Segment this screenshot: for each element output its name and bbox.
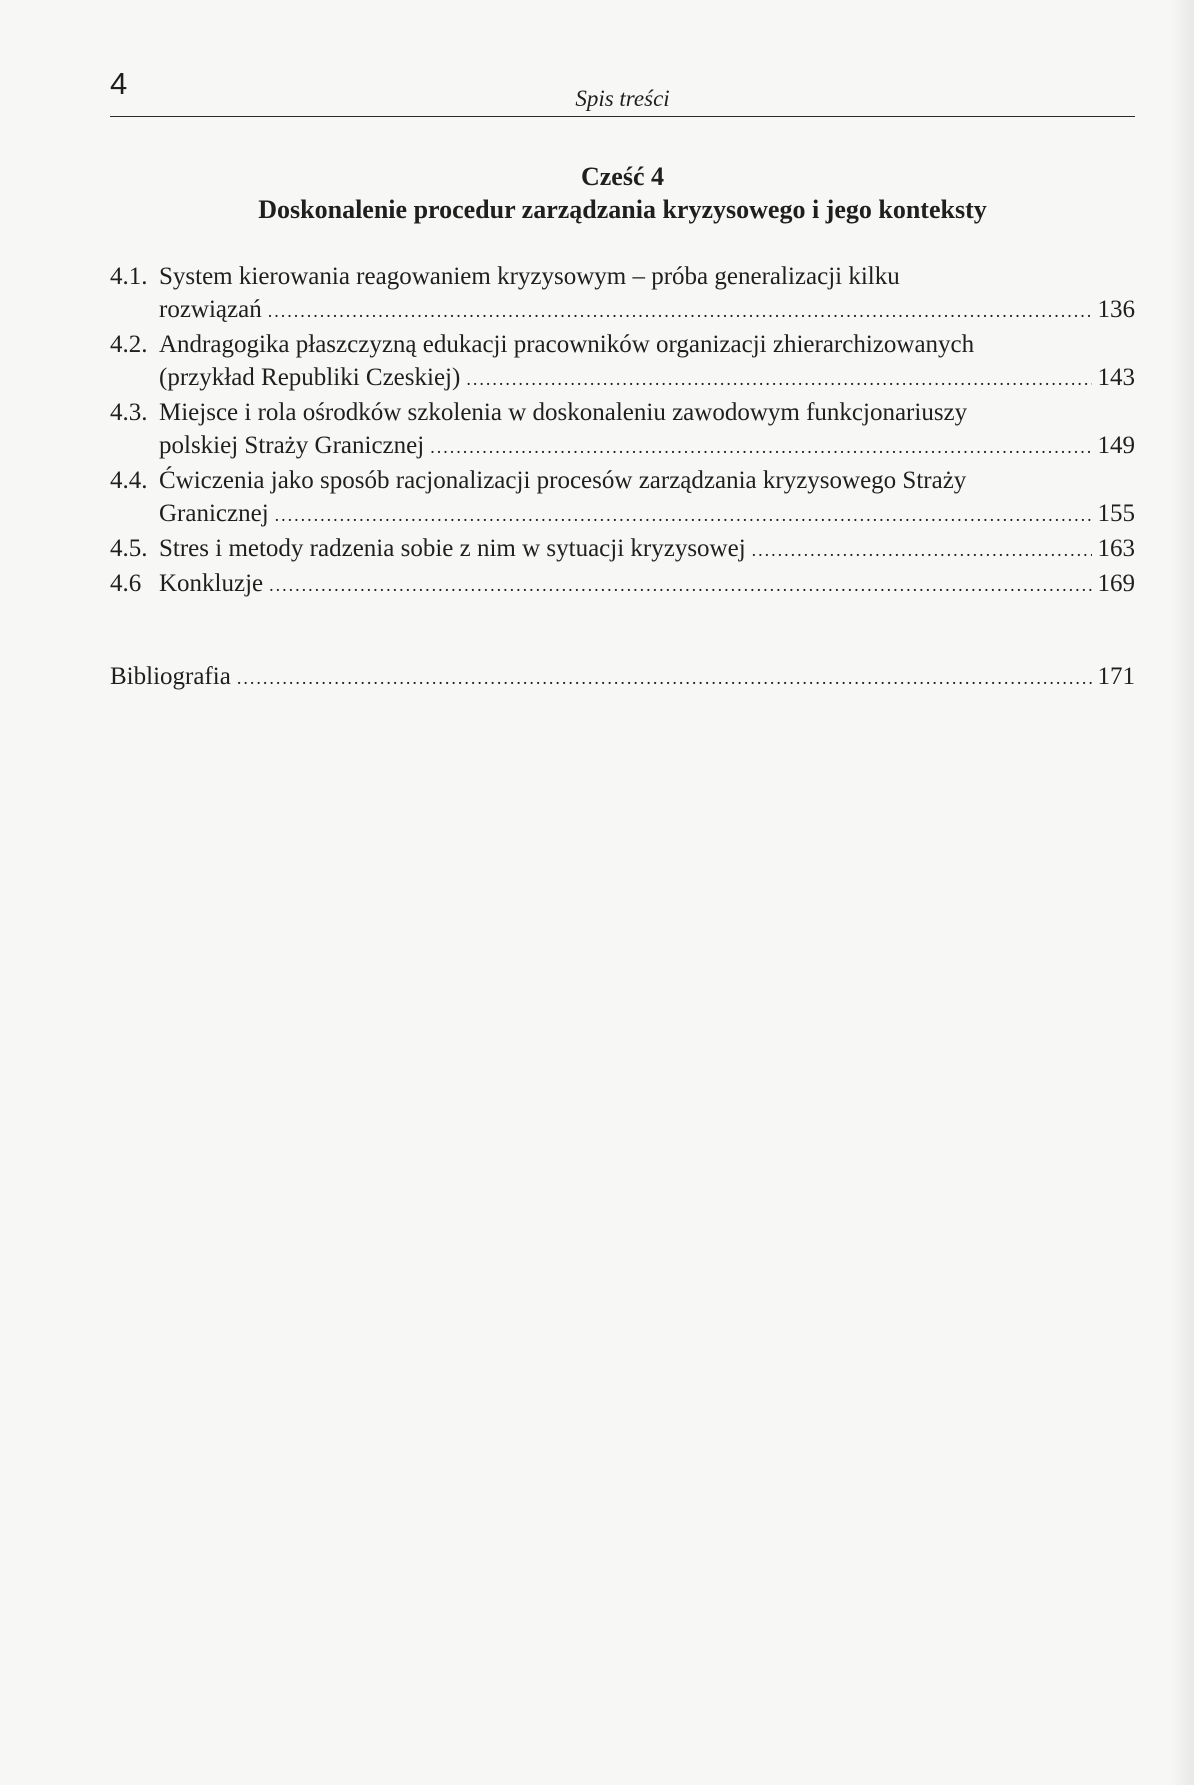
toc-entry-page: 136 [1097,296,1135,323]
bleed-through-texture [420,1480,1040,1680]
dot-leader [752,534,1092,567]
dot-leader [430,431,1091,464]
toc-entry-continuation [110,361,1135,396]
toc-entry [110,532,1135,567]
toc-entry [110,567,1135,602]
part-title: Doskonalenie procedur zarządzania kryzysowego i jego konteksty [258,195,987,224]
page-header [110,66,1135,117]
dot-leader [466,363,1091,396]
toc-entry-page: 143 [1097,364,1135,391]
toc-entry-title: Miejsce i rola ośrodków szkolenia w doskonaleniu zawodowym funkcjonariuszy [159,399,968,426]
toc-entry-title-cont: rozwiązań [159,296,262,323]
toc-entry-title-cont: (przykład Republiki Czeskiej) [159,364,461,391]
toc-entry-page: 169 [1097,570,1135,597]
dot-leader [237,662,1092,695]
toc-entry-number: 4.6 [110,570,142,597]
toc-entry-continuation [110,429,1135,464]
page-edge-shadow [1170,0,1194,1785]
running-head: Spis treści [575,86,670,111]
toc-entry [110,396,1135,429]
toc-entry-title: Stres i metody radzenia sobie z nim w sytuacji kryzysowej [159,535,746,562]
toc-entry [110,328,1135,361]
toc-entry [110,260,1135,293]
toc-entry-page: 149 [1097,432,1135,459]
toc-entry-page: 155 [1097,500,1135,527]
toc-entry-title: Andragogika płaszczyzną edukacji pracowników organizacji zhierarchizowanych [159,331,975,358]
bibliography-entry [110,660,1135,695]
table-of-contents [110,260,1135,602]
toc-entry [110,660,1135,695]
dot-leader [268,295,1092,328]
bibliography-page: 171 [1097,663,1135,690]
toc-entry-title: Ćwiczenia jako sposób racjonalizacji procesów zarządzania kryzysowego Straży [159,467,967,494]
toc-entry-title-cont: polskiej Straży Granicznej [159,432,425,459]
toc-entry [110,464,1135,497]
bibliography-label: Bibliografia [110,663,231,690]
toc-entry-number: 4.3. [110,399,148,426]
toc-entry-continuation [110,293,1135,328]
toc-entry-continuation [110,497,1135,532]
dot-leader [269,569,1091,602]
toc-entry-number: 4.2. [110,331,148,358]
toc-entry-number: 4.5. [110,535,148,562]
page-number: 4 [110,66,128,101]
toc-entry-number: 4.4. [110,467,148,494]
dot-leader [275,499,1092,532]
toc-entry-number: 4.1. [110,263,148,290]
toc-entry-page: 163 [1097,535,1135,562]
toc-entry-title: System kierowania reagowaniem kryzysowym – próba generalizacji kilku [159,263,900,290]
toc-entry-title: Konkluzje [159,570,264,597]
part-label: Cześć 4 [580,162,664,191]
toc-entry-title-cont: Granicznej [159,500,269,527]
